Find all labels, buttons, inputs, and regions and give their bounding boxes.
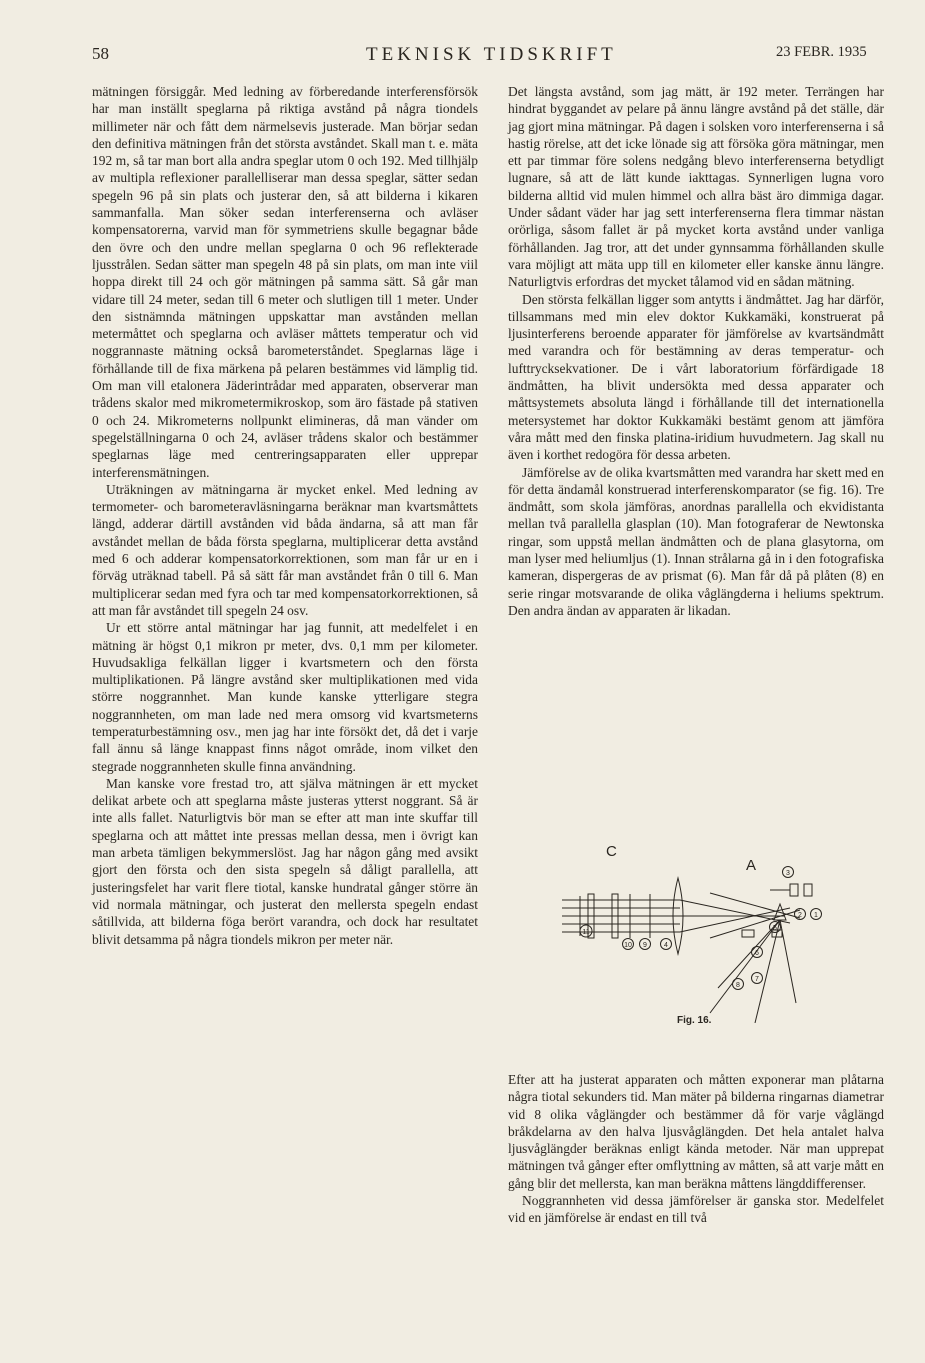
- journal-title: TEKNISK TIDSKRIFT: [366, 44, 617, 65]
- part-label-8: 8: [736, 982, 740, 989]
- paragraph: Jämförelse av de olika kvartsmåtten med varandra har skett med en för detta ändamål konstruerad interferenskomparator (se fig. 16). Tre ändmått, som skola jämföras, anordnas parallella och ekvidistanta mellan två parallella glasplan (10). Man fotograferar de Newtonska ringar, som uppstå mellan ändmåtten och de plana glasytorna, om man lyser med heliumljus (1). Innan strålarna gå in i den fotografiska kameran, dispergeras de av prismat (6). Man får då på plåten (8) en serie ringar motsvarande de olika våglängderna i heliums spektrum. Den andra ändan av apparaten är likadan.: [508, 464, 884, 618]
- figure-caption: Fig. 16.: [677, 1015, 712, 1026]
- part-label-2: 2: [798, 912, 802, 919]
- paragraph: Efter att ha justerat apparaten och måtten exponerar man plåtarna några tiotal sekunders tid. Man mäter på bilderna ringarnas diametrar vid 8 olika våglängder och bestämmer då för varje våglängd bråkdelarna av den halva ljusvåglängden. Det hela antalet halva ljusvåglängder beräknas enligt kända metoder. När man upprepat mätningen två gånger efter omflyttning av måtten, så att varje mått en gång blir det mellersta, kan man beräkna måttens längddifferenser.: [508, 1072, 884, 1191]
- issue-date: 23 FEBR. 1935: [776, 44, 867, 60]
- paragraph: Den största felkällan ligger som antytts i ändmåttet. Jag har därför, tillsammans med min elev doktor Kukkamäki, konstruerat på ljusinterferens beroende apparater för jämförelse av kvartsändmått med varandra och för bestämning av deras temperatur- och lufttrycksekvationer. De i vårt laboratorium förfärdigade 18 ändmåtten, ha blivit undersökta med dessa apparater och måttsystemets absoluta längd i förhållande till det internationella metersystemet har doktor Kukkamäki bestämt genom att jämföra våra mått med den finska platina-iridium huvudmetern. Jag skall nu även i korthet redogöra för dessa arbeten.: [508, 291, 884, 463]
- part-label-6: 6: [755, 950, 759, 957]
- part-label-3: 3: [786, 870, 790, 877]
- paragraph: Ur ett större antal mätningar har jag funnit, att medelfelet i en mätning är högst 0,1 mikron pr meter, dvs. 0,1 mm per kilometer. Huvudsakliga felkällan ligger i kvartsmetern och den första multiplikationen. På längre avstånd sker multiplikationen med vida större noggrannhet. Man kunde kanske ytterligare stegra noggrannheten, om man lade ned mera omsorg vid kvartsmeterns temperaturbestämning osv., men jag har inte försökt det, då det i varje fall ännu så länge knappast finns något område, inom vilket den stegrade noggrannheten skulle finna användning.: [92, 620, 478, 774]
- part-label-9: 9: [643, 942, 647, 949]
- right-column-top: [508, 83, 884, 619]
- interference-comparator-diagram: [560, 838, 840, 1023]
- paragraph: Det längsta avstånd, som jag mätt, är 192 meter. Terrängen har hindrat byggandet av pelare på ännu längre avstånd på det ställe, där jag gjort mina mätningar. På dagen i solsken voro interferenserna i så hastig rörelse, att det icke lönade sig att försöka göra mätningar, men ett par timmar före solens nedgång blevo interferenserna betydligt lugnare, så att de lätt kunde iakttagas. Synnerligen lugna voro bilderna alltid vid mulen himmel och allra bäst äro dimmiga dagar. Under sådant väder har jag sett interferenserna flera timmar nästan orörliga, såsom fallet är på mycket korta avstånd under vanliga förhållanden. Jag tror, att det under gynnsamma förhållanden skulle vara möjligt att mäta upp till en kilometer eller kanske ännu längre. Naturligtvis erfordras det mycket tålamod vid en sådan mätning.: [508, 84, 884, 290]
- part-label-1: 1: [814, 912, 818, 919]
- part-label-10: 10: [624, 942, 632, 949]
- part-label-7: 7: [755, 976, 759, 983]
- paragraph: Uträkningen av mätningarna är mycket enkel. Med ledning av termometer- och barometeravläsningarna beräknar man kvartsmåttets längd, adderar därtill avstånden vid båda ändarna, så att man får avståndet mellan de båda första speglarna, multiplicerar detta avstånd med 6 och adderar kompensatorkorrektionen, som man får ur en i förväg uträknad tabell. På så sätt får man avståndet från 0 till 6. Man multiplicerar sedan med fyra och tar med kompensatorkorrektionen, så att man får avståndet till spegeln 24 osv.: [92, 481, 478, 618]
- left-column: [92, 83, 478, 948]
- label-c: C: [606, 843, 617, 860]
- label-a: A: [746, 857, 757, 874]
- part-label-11: 11: [582, 929, 590, 936]
- part-label-5: 5: [773, 925, 777, 932]
- paragraph: mätningen försiggår. Med ledning av förberedande interferensförsök har man inställt speglarna på riktiga avstånd på några tiondels millimeter när och fått dem närmelsevis justerade. Man börjar sedan den definitiva mätningen från det största avståndet. Skall man t. e. mäta 192 m, så tar man bort alla andra speglar utom 0 och 192. Med tillhjälp av multipla reflexioner parallelliserar man dessa speglar, sätter sedan spegeln 96 på sin plats och justerar den, så att bilderna i kikaren sammanfalla. Man söker sedan interferenserna och avläser kompensatorerna, varvid man för symmetriens skulle begagnar både den övre och den undre mellan speglarna 0 och 96 reflekterade ljusstrålen. Sedan sätter man spegeln 48 på sin plats, om man inte viil hoppa direkt till 24 och gör mätningen på samma sätt. Så går man vidare till 24 meter, sedan till 6 meter och slutligen till 1 meter. Under den sistnämnda mätningen uppskattar man avstånden mellan metermåttet och speglarna och avläser måttets temperatur och vid noggrannaste mätning också barometerståndet. Speglarnas läge i förhållande till de fixa märkena på pelaren bestämmes vid lämplig tid. Om man vill etalonera Jäderintrådar med apparaten, observerar man trådens skalor med mikrometermikroskop, som äro fästade på stativen 0 och 24. Mikrometerns nollpunkt elimineras, då man vänder om spegelställningarna 0 och 24, avläser trådens skalor och bestämmer speglarnas läge med centreringsapparaten eller upprepar interferensmätningen.: [92, 84, 478, 480]
- right-column-bottom: [508, 1071, 884, 1227]
- paragraph: Man kanske vore frestad tro, att själva mätningen är ett mycket delikat arbete och att speglarna måste justeras ytterst noggrant. Så är inte alls fallet. Naturligtvis bör man se efter att man inte skuffar till speglarna och att måttet inte pressas mellan dessa, men i övrigt kan man arbeta tämligen bekymmerslöst. Jag har någon gång med avsikt gjort den första och den sista spegeln så dåligt parallella, att justeringsfelet har varit flere tiotal, kanske hundratal gånger större än vid normala mätningar, och justerat den mellersta spegeln endast såtillvida, att bilderna föga berört varandra, och dock har resultatet blivit detsamma på några tiondels mikron per meter när.: [92, 775, 478, 947]
- paragraph: Noggrannheten vid dessa jämförelser är ganska stor. Medelfelet vid en jämförelse är endast en till två: [508, 1193, 884, 1226]
- part-label-4: 4: [664, 942, 668, 949]
- page-number: 58: [92, 44, 109, 63]
